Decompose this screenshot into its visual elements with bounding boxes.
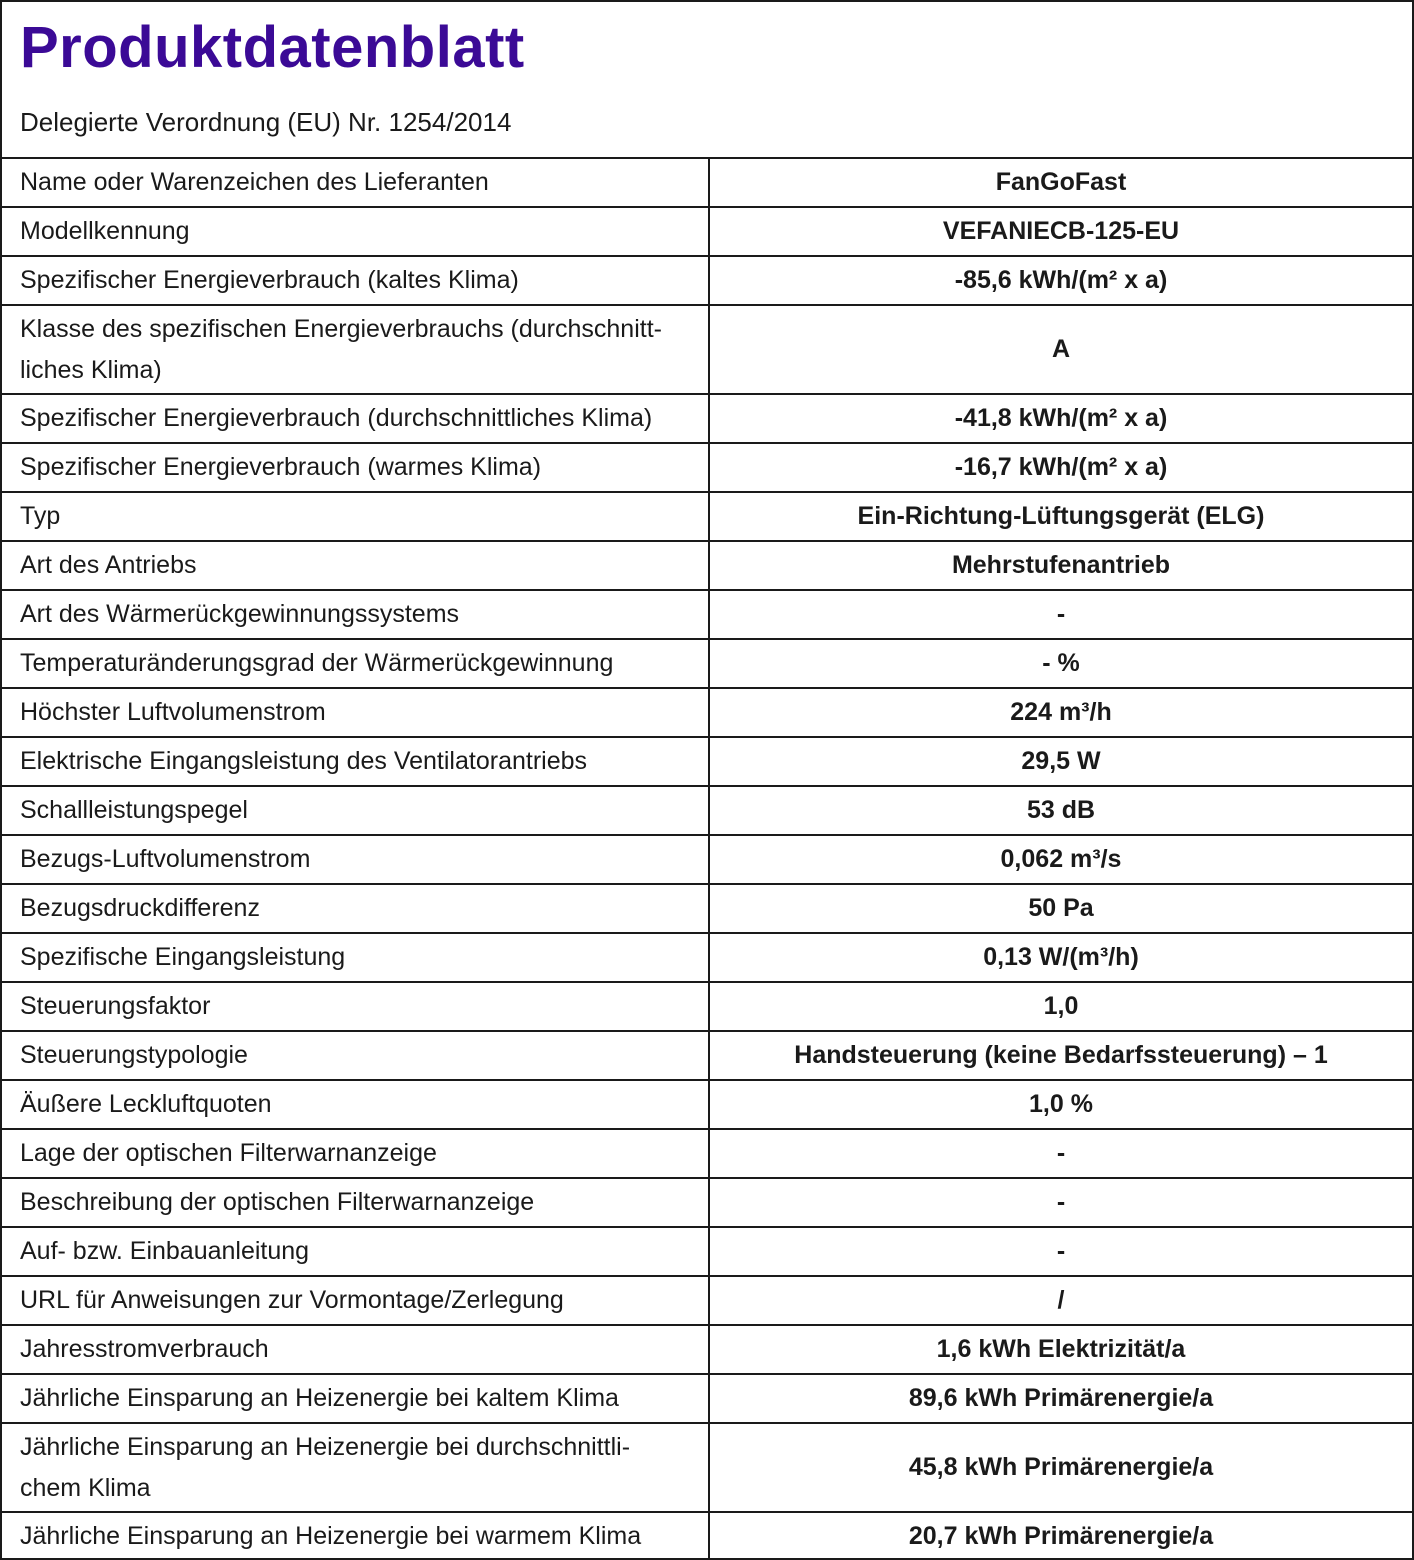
row-label: Jährliche Einsparung an Heizenergie bei kaltem Klima	[2, 1374, 709, 1423]
table-row	[2, 1080, 1412, 1129]
row-label: Äußere Leckluftquoten	[2, 1080, 709, 1129]
row-label: Temperaturänderungsgrad der Wärmerückgewinnung	[2, 639, 709, 688]
row-label: Elektrische Eingangsleistung des Ventilatorantriebs	[2, 737, 709, 786]
row-label: Schallleistungspegel	[2, 786, 709, 835]
row-label: Beschreibung der optischen Filterwarnanzeige	[2, 1178, 709, 1227]
row-label: Höchster Luftvolumenstrom	[2, 688, 709, 737]
row-value: Handsteuerung (keine Bedarfssteuerung) – 1	[709, 1031, 1412, 1080]
table-row	[2, 1031, 1412, 1080]
row-label: Art des Antriebs	[2, 541, 709, 590]
table-row	[2, 688, 1412, 737]
table-row	[2, 492, 1412, 541]
row-label: Jährliche Einsparung an Heizenergie bei warmem Klima	[2, 1512, 709, 1560]
table-row	[2, 786, 1412, 835]
row-value: 89,6 kWh Primärenergie/a	[709, 1374, 1412, 1423]
table-row	[2, 443, 1412, 492]
row-value: 1,6 kWh Elektrizität/a	[709, 1325, 1412, 1374]
table-row	[2, 256, 1412, 305]
spec-table	[2, 157, 1412, 1560]
table-row	[2, 982, 1412, 1031]
regulation-reference: Delegierte Verordnung (EU) Nr. 1254/2014	[20, 107, 512, 137]
table-row	[2, 1178, 1412, 1227]
row-value: -	[709, 1178, 1412, 1227]
row-value: -	[709, 590, 1412, 639]
row-value: 29,5 W	[709, 737, 1412, 786]
row-value: -85,6 kWh/(m² x a)	[709, 256, 1412, 305]
row-value: /	[709, 1276, 1412, 1325]
row-label: Modellkennung	[2, 207, 709, 256]
row-label: Lage der optischen Filterwarnanzeige	[2, 1129, 709, 1178]
sheet-header	[2, 2, 1412, 157]
row-value: 45,8 kWh Primärenergie/a	[709, 1423, 1412, 1512]
row-label: Bezugsdruckdifferenz	[2, 884, 709, 933]
row-label: Steuerungstypologie	[2, 1031, 709, 1080]
row-value: -	[709, 1227, 1412, 1276]
row-label: Steuerungsfaktor	[2, 982, 709, 1031]
table-row	[2, 1227, 1412, 1276]
row-value: Mehrstufenantrieb	[709, 541, 1412, 590]
row-label: URL für Anweisungen zur Vormontage/Zerlegung	[2, 1276, 709, 1325]
row-value: A	[709, 305, 1412, 394]
row-value: - %	[709, 639, 1412, 688]
table-row	[2, 1512, 1412, 1560]
row-label: Spezifischer Energieverbrauch (durchschnittliches Klima)	[2, 394, 709, 443]
table-row	[2, 1129, 1412, 1178]
table-row	[2, 835, 1412, 884]
row-label: Art des Wärmerückgewinnungssystems	[2, 590, 709, 639]
row-value: 224 m³/h	[709, 688, 1412, 737]
page-title: Produktdatenblatt	[20, 15, 525, 80]
table-row	[2, 590, 1412, 639]
table-row	[2, 737, 1412, 786]
row-label: Klasse des spezifischen Energieverbrauchs (durchschnitt-liches Klima)	[2, 305, 709, 394]
row-value: 0,13 W/(m³/h)	[709, 933, 1412, 982]
row-value: 50 Pa	[709, 884, 1412, 933]
row-label: Jährliche Einsparung an Heizenergie bei durchschnittli-chem Klima	[2, 1423, 709, 1512]
row-label: Spezifischer Energieverbrauch (kaltes Klima)	[2, 256, 709, 305]
row-label: Bezugs-Luftvolumenstrom	[2, 835, 709, 884]
row-label: Spezifische Eingangsleistung	[2, 933, 709, 982]
row-value: FanGoFast	[709, 158, 1412, 207]
row-value: 1,0 %	[709, 1080, 1412, 1129]
row-value: 0,062 m³/s	[709, 835, 1412, 884]
table-row	[2, 1276, 1412, 1325]
row-value: 1,0	[709, 982, 1412, 1031]
row-label: Auf- bzw. Einbauanleitung	[2, 1227, 709, 1276]
table-row	[2, 394, 1412, 443]
table-row	[2, 207, 1412, 256]
row-label: Jahresstromverbrauch	[2, 1325, 709, 1374]
row-label: Name oder Warenzeichen des Lieferanten	[2, 158, 709, 207]
row-label: Typ	[2, 492, 709, 541]
row-value: -41,8 kWh/(m² x a)	[709, 394, 1412, 443]
table-row	[2, 305, 1412, 394]
table-row	[2, 884, 1412, 933]
row-value: -	[709, 1129, 1412, 1178]
row-value: Ein-Richtung-Lüftungsgerät (ELG)	[709, 492, 1412, 541]
table-row	[2, 541, 1412, 590]
table-row	[2, 158, 1412, 207]
row-value: 53 dB	[709, 786, 1412, 835]
table-row	[2, 1325, 1412, 1374]
table-row	[2, 1423, 1412, 1512]
row-value: -16,7 kWh/(m² x a)	[709, 443, 1412, 492]
table-row	[2, 1374, 1412, 1423]
row-label: Spezifischer Energieverbrauch (warmes Klima)	[2, 443, 709, 492]
row-value: VEFANIECB-125-EU	[709, 207, 1412, 256]
row-value: 20,7 kWh Primärenergie/a	[709, 1512, 1412, 1560]
table-row	[2, 933, 1412, 982]
table-row	[2, 639, 1412, 688]
